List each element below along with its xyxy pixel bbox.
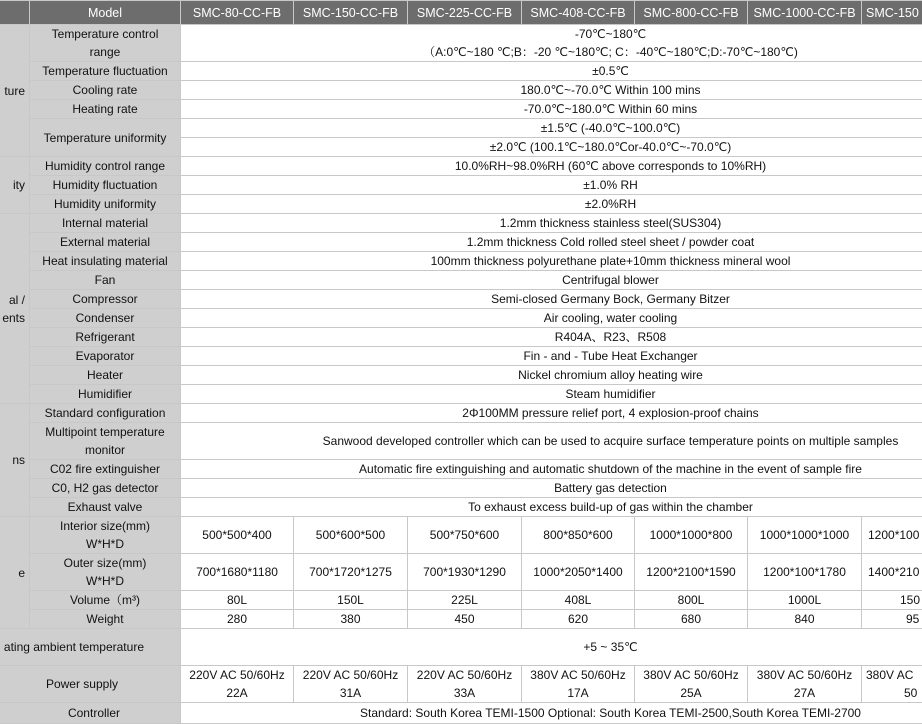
controller-row (0, 703, 922, 724)
ambient-row (0, 629, 922, 666)
standard-config-value: 2Φ100MM pressure relief port, 4 explosion-proof chains (181, 404, 922, 423)
weight-value: 450 (408, 610, 522, 629)
model-name: SMC-800-CC-FB (635, 1, 748, 25)
co2-extinguisher-value: Automatic fire extinguishing and automatic shutdown of the machine in the event of sample fire (181, 460, 922, 479)
temp-uniformity-value-2: ±2.0℃ (100.1℃~180.0℃or-40.0℃~-70.0℃) (181, 138, 922, 157)
category-humidity: ity (0, 157, 30, 214)
category-temperature: ture (0, 25, 30, 157)
outer-size-value: 700*1930*1290 (408, 554, 522, 591)
material-value: 1.2mm thickness Cold rolled steel sheet / powder coat (181, 233, 922, 252)
material-row (0, 233, 922, 252)
power-value: 220V AC 50/60Hz 33A (408, 666, 522, 703)
cooling-rate-value: 180.0℃~-70.0℃ Within 100 mins (181, 81, 922, 100)
humidity-fluctuation-label: Humidity fluctuation (30, 176, 181, 195)
volume-value: 225L (408, 591, 522, 610)
category-size: e (0, 517, 30, 629)
humidity-range-row (0, 157, 922, 176)
humidity-range-value: 10.0%RH~98.0%RH (60℃ above corresponds to 10%RH) (181, 157, 922, 176)
outer-size-label: Outer size(mm) W*H*D (30, 554, 181, 591)
outer-size-value: 1200*2100*1590 (635, 554, 748, 591)
outer-size-row (0, 554, 922, 591)
weight-value: 840 (748, 610, 862, 629)
material-label: Humidifier (30, 385, 181, 404)
power-value: 380V AC 50/60Hz 17A (522, 666, 635, 703)
ambient-label: ating ambient temperature (0, 629, 181, 666)
power-value: 220V AC 50/60Hz 31A (294, 666, 408, 703)
power-value: 220V AC 50/60Hz 22A (181, 666, 294, 703)
power-value: 380V AC 50/60Hz 27A (748, 666, 862, 703)
temp-fluctuation-value: ±0.5℃ (181, 62, 922, 81)
temp-uniformity-value-1: ±1.5℃ (-40.0℃~100.0℃) (181, 119, 922, 138)
weight-value: 380 (294, 610, 408, 629)
ambient-value: +5 ~ 35℃ (181, 629, 922, 666)
material-row (0, 328, 922, 347)
header-row (0, 1, 922, 25)
material-label: Fan (30, 271, 181, 290)
humidity-uniformity-row (0, 195, 922, 214)
temp-control-value: -70℃~180℃ （A:0℃~180 ℃;B：-20 ℃~180℃; C：-40℃~180℃;D:-70℃~180℃) (181, 25, 922, 62)
material-value: 1.2mm thickness stainless steel(SUS304) (181, 214, 922, 233)
material-value: 100mm thickness polyurethane plate+10mm thickness mineral wool (181, 252, 922, 271)
exhaust-valve-row (0, 498, 922, 517)
volume-value: 150 (862, 591, 922, 610)
temp-uniformity-row (0, 119, 922, 138)
heating-rate-value: -70.0℃~180.0℃ Within 60 mins (181, 100, 922, 119)
interior-size-value: 1000*1000*1000 (748, 517, 862, 554)
co2-extinguisher-row (0, 460, 922, 479)
interior-size-value: 1000*1000*800 (635, 517, 748, 554)
material-row (0, 366, 922, 385)
category-options: ns (0, 404, 30, 517)
temp-control-label: Temperature control range (30, 25, 181, 62)
volume-value: 800L (635, 591, 748, 610)
heating-rate-row (0, 100, 922, 119)
weight-label: Weight (30, 610, 181, 629)
model-name: SMC-80-CC-FB (181, 1, 294, 25)
material-label: Compressor (30, 290, 181, 309)
material-value: Semi-closed Germany Bock, Germany Bitzer (181, 290, 922, 309)
material-row (0, 309, 922, 328)
co2-extinguisher-label: C02 fire extinguisher (30, 460, 181, 479)
category-material: al / ents (0, 214, 30, 404)
temp-fluctuation-label: Temperature fluctuation (30, 62, 181, 81)
interior-size-value: 500*750*600 (408, 517, 522, 554)
material-row (0, 214, 922, 233)
multipoint-value: Sanwood developed controller which can be used to acquire surface temperature points on multiple samples (181, 423, 922, 460)
material-label: Refrigerant (30, 328, 181, 347)
weight-value: 280 (181, 610, 294, 629)
interior-size-label: Interior size(mm) W*H*D (30, 517, 181, 554)
controller-label: Controller (0, 703, 181, 724)
gas-detector-row (0, 479, 922, 498)
power-value: 380V AC 50/60Hz 25A (635, 666, 748, 703)
humidity-uniformity-value: ±2.0%RH (181, 195, 922, 214)
humidity-fluctuation-row (0, 176, 922, 195)
model-name: SMC-408-CC-FB (522, 1, 635, 25)
interior-size-value: 500*600*500 (294, 517, 408, 554)
outer-size-value: 1000*2050*1400 (522, 554, 635, 591)
material-value: R404A、R23、R508 (181, 328, 922, 347)
material-label: External material (30, 233, 181, 252)
material-label: Heat insulating material (30, 252, 181, 271)
outer-size-value: 700*1720*1275 (294, 554, 408, 591)
material-value: Centrifugal blower (181, 271, 922, 290)
material-row (0, 252, 922, 271)
model-name: SMC-150 (862, 1, 922, 25)
humidity-fluctuation-value: ±1.0% RH (181, 176, 922, 195)
outer-size-value: 1200*100*1780 (748, 554, 862, 591)
model-label: Model (30, 1, 181, 25)
volume-value: 80L (181, 591, 294, 610)
outer-size-value: 1400*210 (862, 554, 922, 591)
gas-detector-label: C0, H2 gas detector (30, 479, 181, 498)
humidity-range-label: Humidity control range (30, 157, 181, 176)
exhaust-valve-label: Exhaust valve (30, 498, 181, 517)
material-row (0, 271, 922, 290)
material-value: Air cooling, water cooling (181, 309, 922, 328)
weight-row (0, 610, 922, 629)
material-label: Evaporator (30, 347, 181, 366)
material-row (0, 290, 922, 309)
material-label: Internal material (30, 214, 181, 233)
volume-value: 150L (294, 591, 408, 610)
material-row (0, 385, 922, 404)
volume-label: Volume（m³) (30, 591, 181, 610)
material-label: Heater (30, 366, 181, 385)
material-value: Steam humidifier (181, 385, 922, 404)
interior-size-value: 1200*100 (862, 517, 922, 554)
humidity-uniformity-label: Humidity uniformity (30, 195, 181, 214)
volume-value: 1000L (748, 591, 862, 610)
interior-size-row (0, 517, 922, 554)
power-label: Power supply (0, 666, 181, 703)
material-value: Fin - and - Tube Heat Exchanger (181, 347, 922, 366)
power-value: 380V AC 50 (862, 666, 922, 703)
weight-value: 680 (635, 610, 748, 629)
volume-value: 408L (522, 591, 635, 610)
temp-control-row (0, 25, 922, 62)
temp-uniformity-label: Temperature uniformity (30, 119, 181, 157)
interior-size-value: 800*850*600 (522, 517, 635, 554)
cooling-rate-label: Cooling rate (30, 81, 181, 100)
material-row (0, 347, 922, 366)
cooling-rate-row (0, 81, 922, 100)
multipoint-row (0, 423, 922, 460)
model-name: SMC-150-CC-FB (294, 1, 408, 25)
outer-size-value: 700*1680*1180 (181, 554, 294, 591)
interior-size-value: 500*500*400 (181, 517, 294, 554)
standard-config-label: Standard configuration (30, 404, 181, 423)
material-label: Condenser (30, 309, 181, 328)
model-name: SMC-225-CC-FB (408, 1, 522, 25)
multipoint-label: Multipoint temperature monitor (30, 423, 181, 460)
temp-fluctuation-row (0, 62, 922, 81)
volume-row (0, 591, 922, 610)
material-value: Nickel chromium alloy heating wire (181, 366, 922, 385)
standard-config-row (0, 404, 922, 423)
weight-value: 95 (862, 610, 922, 629)
heating-rate-label: Heating rate (30, 100, 181, 119)
exhaust-valve-value: To exhaust excess build-up of gas within the chamber (181, 498, 922, 517)
model-name: SMC-1000-CC-FB (748, 1, 862, 25)
controller-value: Standard: South Korea TEMI-1500 Optional: South Korea TEMI-2500,South Korea TEMI-2700 (181, 703, 922, 724)
gas-detector-value: Battery gas detection (181, 479, 922, 498)
weight-value: 620 (522, 610, 635, 629)
